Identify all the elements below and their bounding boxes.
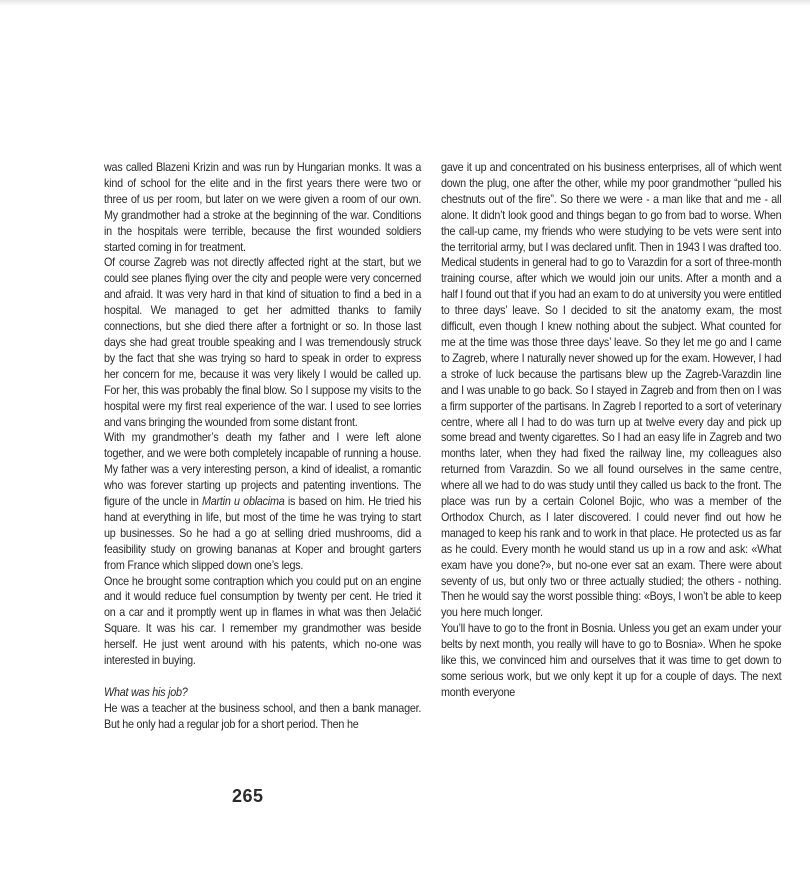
paragraph [104, 430, 421, 573]
paragraph: Of course Zagreb was not directly affected right at the start, but we could see planes flying over the city and people were very concerned and afraid. It was very hard in that kind of situation to find a bed in a hospital. We managed to get her admitted thanks to family connections, but she died there after a fortnight or so. In those last days she had great trouble speaking and I was tremendously struck by the fact that she was trying so hard to speak in order to express her concern for me, because it was very likely I would be called up. For her, this was probably the final blow. So I suppose my visits to the hospital were my first real experience of the war. I used to see lorries and vans bringing the wounded from some distant front. [104, 256, 422, 429]
paragraph: was called Blazeni Krizin and was run by Hungarian monks. It was a kind of school for the elite and in the first years there were two or three of us per room, but later on we were given a room of our own. My grandmother had a stroke at the beginning of the war. Conditions in the hospitals were terrible, because the first wounded soldiers started coming in for treatment. [104, 161, 422, 254]
page-number: 265 [232, 786, 264, 806]
right-text-column [441, 160, 781, 701]
paragraph: You’ll have to go to the front in Bosnia. Unless you get an exam under your belts by next month, you really will have to go to Bosnia». When he spoke like this, we convinced him and ourselves that it was time to get down to some serious work, but we only kept it up for a couple of days. The next month everyone [441, 622, 782, 699]
interview-question: What was his job? [104, 685, 188, 699]
left-text-column [104, 160, 421, 733]
paragraph: gave it up and concentrated on his business enterprises, all of which went down the plug, one after the other, while my poor grandmother “pulled his chestnuts out of the fire”. So there we were - a man like that and me - all alone. It didn’t look good and things began to go from bad to worse. When the call-up came, my friends who were studying to be vets were sent into the territorial army, but I was declared unfit. Then in 1943 I was drafted too. Medical students in general had to go to Varazdin for a sort of three-month training course, after which we would join our units. After a month and a half I found out that if you had an exam to do at university you were entitled to three days’ leave. So I decided to sit the anatomy exam, the most difficult, even though I knew nothing about the subject. What counted for me at the time was those three days’ leave. So they let me go and I came to Zagreb, where I naturally never showed up for the exam. However, I had a stroke of luck because the partisans blew up the Zagreb-Varazdin line and I was unable to go back. So I stayed in Zagreb and from then on I was a firm supporter of the partisans. In Zagreb I reported to a sort of veterinary centre, where all I had to do was turn up at twelve every day and pick up some bread and twenty cigarettes. So I had an easy life in Zagreb and two months later, when they had fixed the railway line, my colleagues also returned from Varazdin. So we all found ourselves in the same centre, where all we had to do was study until they called us back to the front. The place was run by a certain Colonel Bojic, who was a member of the Orthodox Church, as I later discovered. I could never find out how he managed to keep his rank and to work in that place. He protected us as far as he could. Every month he would stand us up in a row and ask: «What exam have you done?», but no-one ever sat an exam. There were about seventy of us, but only two or three actually studied; the others - nothing. Then he would say the worst possible thing: «Boys, I won’t be able to keep you here much longer. [441, 161, 782, 620]
paragraph: Once he brought some contraption which you could put on an engine and it would reduce fuel consumption by twenty per cent. He tried it on a car and it promptly went up in flames in what was then Jelačić Square. It was his car. I remember my grandmother was beside herself. He just went around with his patents, which no-one was interested in buying. [104, 574, 422, 668]
top-edge-shadow [0, 0, 810, 6]
paragraph-gap [104, 669, 421, 685]
paragraph-text: With my grandmother’s death my father and I were left alone together, and we were both completely incapable of running a house. My father was a very interesting person, a kind of idealist, a romantic who was forever starting up projects and patenting inventions. The figure of the uncle in [104, 431, 422, 509]
book-title: Martin u oblacima [202, 495, 285, 509]
paragraph-text: is based on him. He tried his hand at everything in life, but most of the time he was trying to start up businesses. So he had a go at selling dried mushrooms, did a feasibility study on growing bananas at Koper and brought garters from France which slipped down one’s legs. [104, 495, 422, 572]
paragraph: He was a teacher at the business school, and then a bank manager. But he only had a regular job for a short period. Then he [104, 701, 422, 731]
